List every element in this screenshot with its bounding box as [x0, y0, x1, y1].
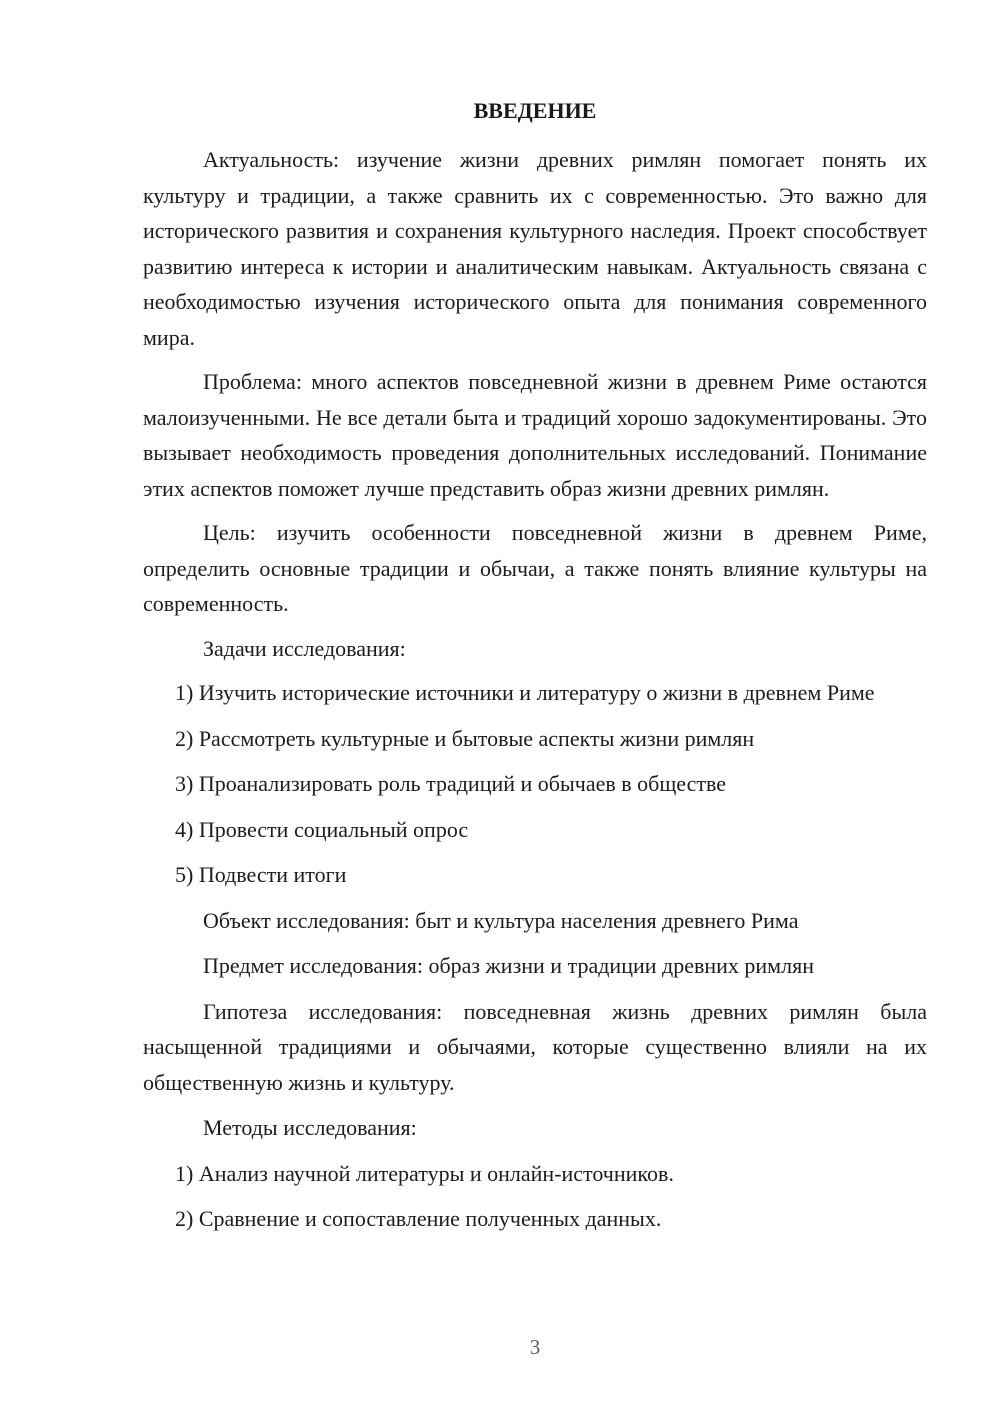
document-body — [143, 142, 927, 1237]
tasks-list — [143, 675, 927, 893]
paragraph-problem: Проблема: много аспектов повседневной жизни в древнем Риме остаются малоизученными. Не все детали быта и традиций хорошо задокументированы. Это вызывает необходимость проведения дополнительных исследований. Понимание этих аспектов поможет лучше представить образ жизни древних римлян. — [143, 369, 927, 501]
paragraph-subject: Предмет исследования: образ жизни и традиции древних римлян — [203, 953, 814, 978]
paragraph-hypothesis: Гипотеза исследования: повседневная жизнь древних римлян была насыщенной традициями и обычаями, которые существенно влияли на их общественную жизнь и культуру. — [143, 998, 927, 1095]
list-item: 3) Проанализировать роль традиций и обычаев в обществе — [175, 771, 726, 796]
list-item: 1) Изучить исторические источники и литературу о жизни в древнем Риме — [175, 680, 875, 705]
paragraph-goal: Цель: изучить особенности повседневной жизни в древнем Риме, определить основные традиции и обычаи, а также понять влияние культуры на современность. — [143, 520, 927, 616]
paragraph-relevance: Актуальность: изучение жизни древних римлян помогает понять их культуру и традиции, а также сравнить их с современностью. Это важно для исторического развития и сохранения культурного наследия. Проект способствует развитию интереса к истории и аналитическим навыкам. Актуальность связана с необходимостью изучения исторического опыта для понимания современного мира. — [143, 147, 927, 350]
list-item: 1) Анализ научной литературы и онлайн-источников. — [175, 1160, 674, 1186]
methods-list — [143, 1156, 927, 1237]
paragraph-object: Объект исследования: быт и культура населения древнего Рима — [203, 907, 799, 933]
list-item: 5) Подвести итоги — [175, 862, 347, 887]
list-item: 4) Провести социальный опрос — [175, 816, 469, 842]
page-number: 3 — [529, 1335, 541, 1359]
methods-heading: Методы исследования: — [203, 1115, 417, 1140]
list-item: 2) Сравнение и сопоставление полученных данных. — [175, 1206, 662, 1231]
list-item: 2) Рассмотреть культурные и бытовые аспекты жизни римлян — [175, 725, 755, 751]
tasks-heading: Задачи исследования: — [203, 635, 406, 661]
page-title: ВВЕДЕНИЕ — [473, 98, 597, 123]
